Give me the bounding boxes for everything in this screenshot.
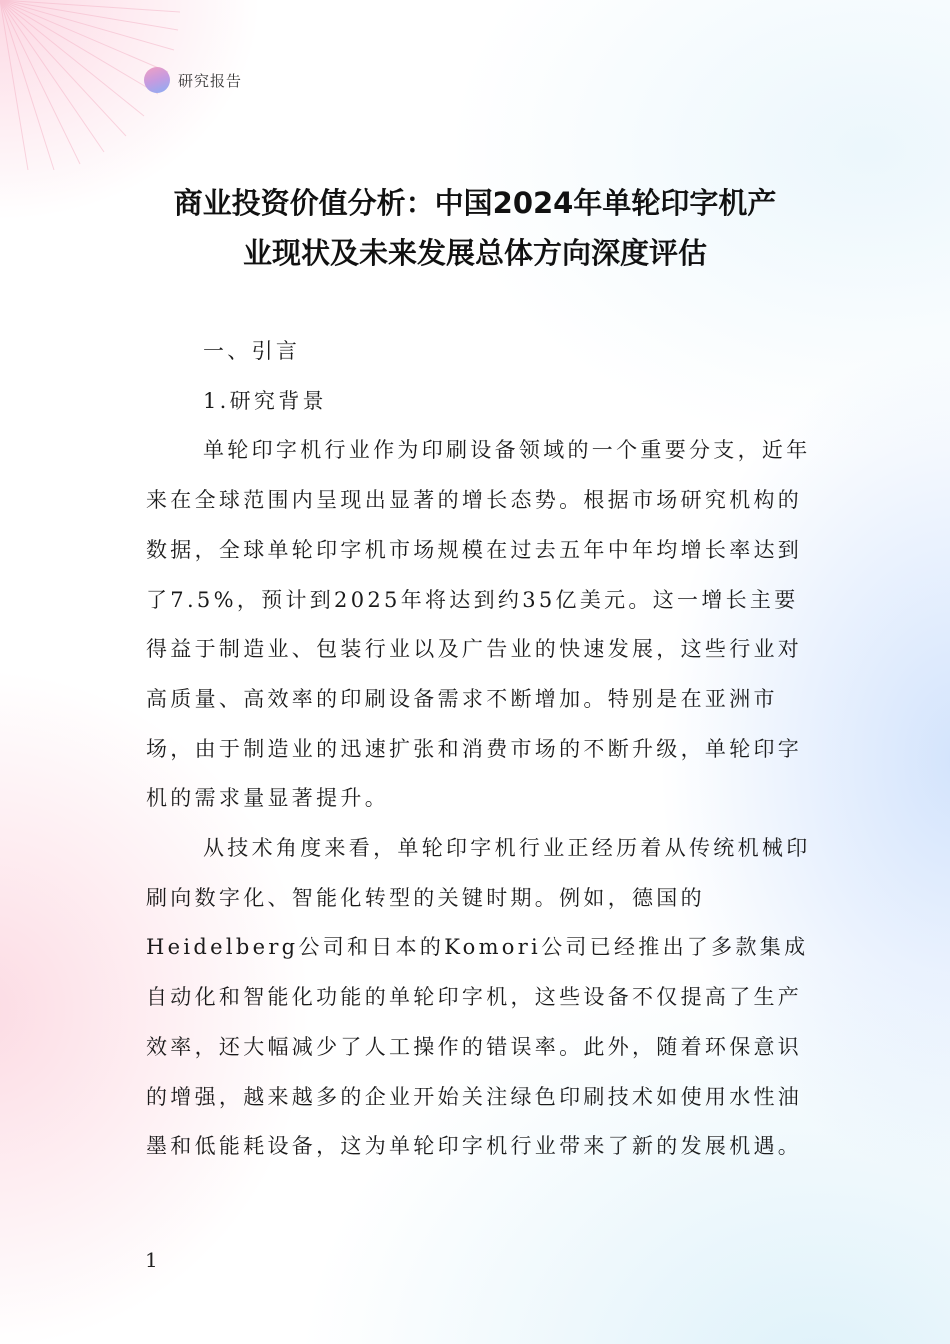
document-body [146,327,818,1172]
page-number: 1 [145,1248,158,1272]
body-paragraph: 单轮印字机行业作为印刷设备领域的一个重要分支，近年来在全球范围内呈现出显著的增长态势。根据市场研究机构的数据，全球单轮印字机市场规模在过去五年中年均增长率达到了7.5%，预计到2025年将达到约35亿美元。这一增长主要得益于制造业、包装行业以及广告业的快速发展，这些行业对高质量、高效率的印刷设备需求不断增加。特别是在亚洲市场，由于制造业的迅速扩张和消费市场的不断升级，单轮印字机的需求量显著提升。 [146,438,811,811]
document-title [100,178,850,278]
logo-circle-icon [144,67,170,93]
header-label: 研究报告 [178,71,243,90]
subsection-heading: 1.研究背景 [203,388,327,413]
body-paragraph: 从技术角度来看，单轮印字机行业正经历着从传统机械印刷向数字化、智能化转型的关键时期。例如，德国的Heidelberg公司和日本的Komori公司已经推出了多款集成自动化和智能化功能的单轮印字机，这些设备不仅提高了生产效率，还大幅减少了人工操作的错误率。此外，随着环保意识的增强，越来越多的企业开始关注绿色印刷技术如使用水性油墨和低能耗设备，这为单轮印字机行业带来了新的发展机遇。 [146,836,811,1159]
title-line-2: 业现状及未来发展总体方向深度评估 [242,236,707,270]
section-heading: 一、引言 [203,339,301,363]
title-line-1: 商业投资价值分析：中国2024年单轮印字机产 [173,186,777,220]
report-header [144,67,242,93]
